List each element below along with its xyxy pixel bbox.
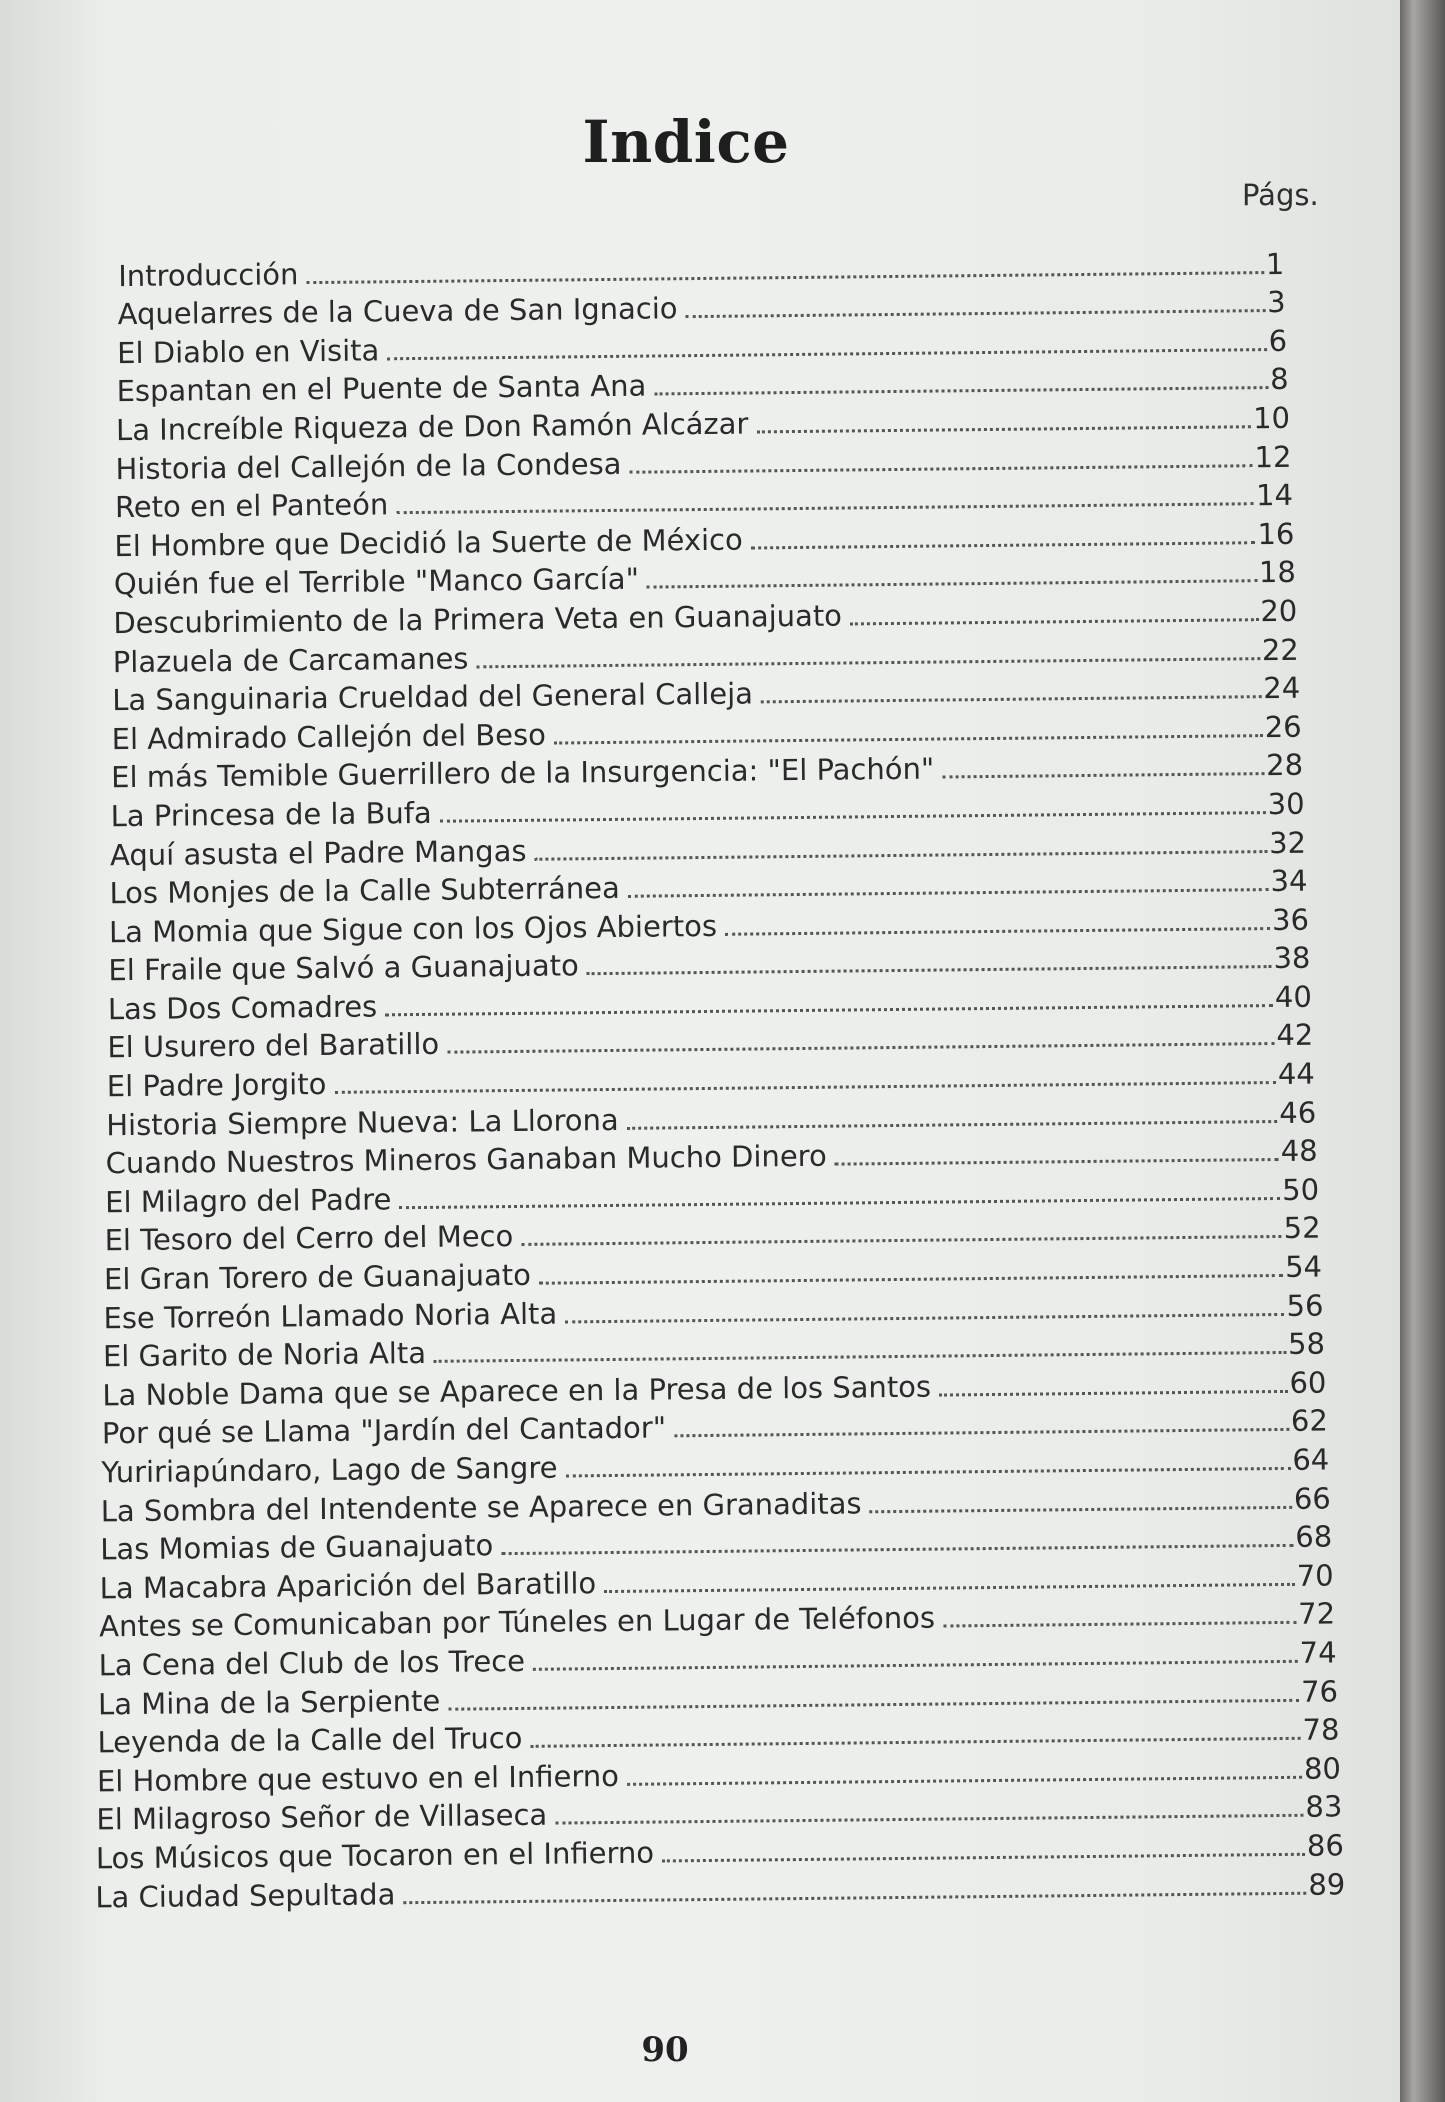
dot-leader [870, 1505, 1292, 1512]
dot-leader [627, 1120, 1278, 1130]
toc-entry-page: 30 [1267, 786, 1305, 821]
book-edge [1400, 0, 1445, 2102]
toc-entry-page: 10 [1252, 400, 1291, 436]
dot-leader [604, 1583, 1295, 1593]
toc-entry-page: 66 [1293, 1481, 1331, 1516]
toc-entry-page: 68 [1295, 1519, 1333, 1555]
dot-leader [850, 618, 1258, 625]
toc-entry-title: El Padre Jorgito [106, 1067, 327, 1104]
toc-entry-page: 83 [1305, 1789, 1343, 1825]
dot-leader [565, 1313, 1284, 1324]
dot-leader [555, 1814, 1303, 1825]
toc-entry-title: El Fraile que Salvó a Guanajuato [108, 948, 579, 988]
dot-leader [587, 965, 1272, 975]
toc-entry-title: El Diablo en Visita [116, 333, 380, 370]
toc-entry-title: Reto en el Panteón [114, 487, 389, 525]
toc-entry-title: La Sanguinaria Crueldad del General Calleja [112, 676, 754, 718]
toc-entry-page: 80 [1303, 1751, 1342, 1786]
toc-entry-page: 1 [1265, 246, 1285, 281]
toc-entry-title: Las Momias de Guanajuato [100, 1528, 494, 1567]
toc-entry-page: 20 [1260, 593, 1298, 629]
dot-leader [440, 811, 1266, 823]
dot-leader [535, 850, 1268, 861]
toc-entry-page: 86 [1306, 1828, 1345, 1863]
toc-entry-page: 60 [1289, 1365, 1327, 1400]
toc-entry-title: La Cena del Club de los Trece [98, 1643, 526, 1683]
dot-leader [756, 425, 1251, 433]
toc-entry-page: 70 [1296, 1558, 1334, 1593]
dot-leader [554, 734, 1263, 744]
toc-entry-title: El Gran Torero de Guanajuato [103, 1257, 532, 1297]
toc-entry-title: La Momia que Sigue con los Ojos Abiertos [108, 908, 718, 949]
toc-entry-title: El Milagroso Señor de Villaseca [96, 1798, 548, 1837]
toc-entry-title: La Princesa de la Bufa [110, 795, 432, 834]
pages-column-header: Págs. [1242, 178, 1319, 212]
dot-leader [630, 464, 1253, 474]
toc-entry-title: La Mina de la Serpiente [97, 1683, 441, 1721]
toc-entry-page: 74 [1299, 1635, 1337, 1670]
toc-entry-page: 24 [1263, 670, 1301, 706]
toc-entry-title: El más Temible Guerrillero de la Insurgencia: "El Pachón" [110, 751, 935, 795]
dot-leader [662, 1853, 1305, 1863]
toc-entry-title: El Milagro del Padre [104, 1182, 392, 1220]
toc-entry-title: La Ciudad Sepultada [95, 1876, 396, 1914]
table-of-contents [0, 241, 1400, 1915]
toc-entry-page: 42 [1276, 1018, 1314, 1053]
toc-entry-page: 8 [1269, 362, 1289, 397]
toc-entry-page: 54 [1284, 1249, 1323, 1284]
toc-entry-title: Leyenda de la Calle del Truco [97, 1721, 523, 1760]
toc-entry-title: La Sombra del Intendente se Aparece en Granaditas [100, 1485, 862, 1528]
toc-entry-page: 78 [1302, 1712, 1340, 1747]
dot-leader [531, 1737, 1301, 1748]
dot-leader [447, 1042, 1274, 1054]
toc-entry-title: Por qué se Llama "Jardín del Cantador" [101, 1410, 667, 1451]
dot-leader [674, 1428, 1289, 1437]
toc-entry-title: Espantan en el Puente de Santa Ana [116, 368, 647, 409]
toc-entry-page: 46 [1279, 1095, 1317, 1130]
toc-entry-page: 36 [1271, 902, 1310, 937]
toc-entry-page: 72 [1298, 1596, 1336, 1632]
dot-leader [725, 927, 1270, 936]
dot-leader [751, 541, 1256, 549]
dot-leader [521, 1235, 1281, 1246]
toc-entry-page: 48 [1280, 1133, 1318, 1169]
dot-leader [943, 1621, 1296, 1628]
toc-entry-page: 22 [1261, 632, 1299, 667]
toc-entry-title: Yuririapúndaro, Lago de Sangre [101, 1450, 558, 1490]
toc-entry-page: 3 [1267, 285, 1286, 320]
dot-leader [628, 888, 1269, 898]
toc-entry-page: 16 [1257, 516, 1295, 551]
toc-entry-title: La Noble Dama que se Aparece en la Presa de los Santos [102, 1369, 932, 1413]
toc-entry-page: 18 [1258, 555, 1297, 590]
toc-entry-page: 26 [1264, 709, 1302, 744]
dot-leader [654, 386, 1268, 395]
toc-entry-title: Introducción [118, 256, 299, 293]
toc-entry-page: 38 [1273, 940, 1311, 976]
toc-entry-page: 58 [1287, 1326, 1326, 1362]
toc-entry-page: 89 [1308, 1866, 1346, 1902]
toc-entry-page: 52 [1283, 1210, 1321, 1246]
dot-leader [434, 1351, 1286, 1363]
toc-entry-page: 76 [1300, 1673, 1339, 1709]
toc-entry-title: Aquí asusta el Padre Mangas [109, 833, 527, 872]
toc-entry-title: Plazuela de Carcamanes [112, 640, 469, 679]
dot-leader [942, 772, 1264, 778]
toc-entry-title: El Hombre que Decidió la Suerte de México [114, 522, 743, 563]
dot-leader [647, 580, 1257, 589]
dot-leader [539, 1274, 1283, 1285]
toc-entry-page: 40 [1274, 979, 1313, 1014]
toc-entry-title: Historia Siempre Nueva: La Llorona [106, 1102, 619, 1142]
toc-entry-title: Historia del Callejón de la Condesa [115, 446, 622, 486]
dot-leader [939, 1390, 1287, 1397]
toc-entry-title: Antes se Comunicaban por Túneles en Lugar de Teléfonos [98, 1600, 936, 1644]
toc-entry-page: 6 [1268, 323, 1288, 358]
toc-entry-page: 32 [1268, 825, 1307, 860]
toc-entry-title: El Usurero del Baratillo [107, 1027, 440, 1065]
toc-entry-page: 34 [1270, 863, 1308, 899]
toc-entry-title: Descubrimiento de la Primera Veta en Guanajuato [113, 598, 843, 641]
dot-leader [448, 1698, 1299, 1710]
toc-entry-title: Quién fue el Terrible "Manco García" [113, 562, 640, 602]
toc-entry-page: 12 [1254, 439, 1292, 474]
toc-entry-title: El Admirado Callejón del Beso [111, 717, 547, 756]
dot-leader [835, 1158, 1279, 1166]
page-number: 90 [641, 2030, 689, 2070]
toc-entry-title: Los Músicos que Tocaron en el Infierno [95, 1835, 655, 1876]
dot-leader [396, 502, 1254, 514]
dot-leader [403, 1891, 1306, 1903]
toc-entry-page: 64 [1292, 1442, 1330, 1477]
dot-leader [533, 1660, 1298, 1671]
toc-entry-title: La Increíble Riqueza de Don Ramón Alcázar [115, 406, 749, 448]
toc-entry-title: Ese Torreón Llamado Noria Alta [103, 1296, 558, 1335]
toc-entry-page: 56 [1286, 1288, 1324, 1323]
toc-entry-page: 44 [1277, 1056, 1315, 1092]
toc-entry-page: 62 [1290, 1403, 1328, 1439]
toc-entry-title: Las Dos Comadres [107, 989, 378, 1027]
toc-entry-title: Los Monjes de la Calle Subterránea [109, 870, 620, 911]
dot-leader [686, 309, 1266, 318]
toc-entry-title: El Garito de Noria Alta [102, 1336, 427, 1374]
dot-leader [761, 695, 1261, 703]
toc-entry-title: El Tesoro del Cerro del Meco [104, 1219, 514, 1258]
toc-entry-page: 28 [1266, 748, 1304, 783]
page-title: Indice [582, 108, 790, 176]
toc-entry-title: La Macabra Aparición del Baratillo [99, 1565, 597, 1606]
dot-leader [387, 348, 1266, 360]
toc-entry-title: Cuando Nuestros Mineros Ganaban Mucho Dinero [105, 1138, 827, 1181]
dot-leader [501, 1544, 1293, 1555]
dot-leader [477, 657, 1260, 668]
dot-leader [627, 1776, 1302, 1786]
toc-entry-title: El Hombre que estuvo en el Infierno [96, 1758, 620, 1799]
dot-leader [566, 1467, 1291, 1478]
toc-entry-title: Aquelarres de la Cueva de San Ignacio [117, 291, 678, 332]
toc-entry-page: 50 [1282, 1172, 1320, 1207]
toc-entry-page: 14 [1255, 477, 1294, 513]
